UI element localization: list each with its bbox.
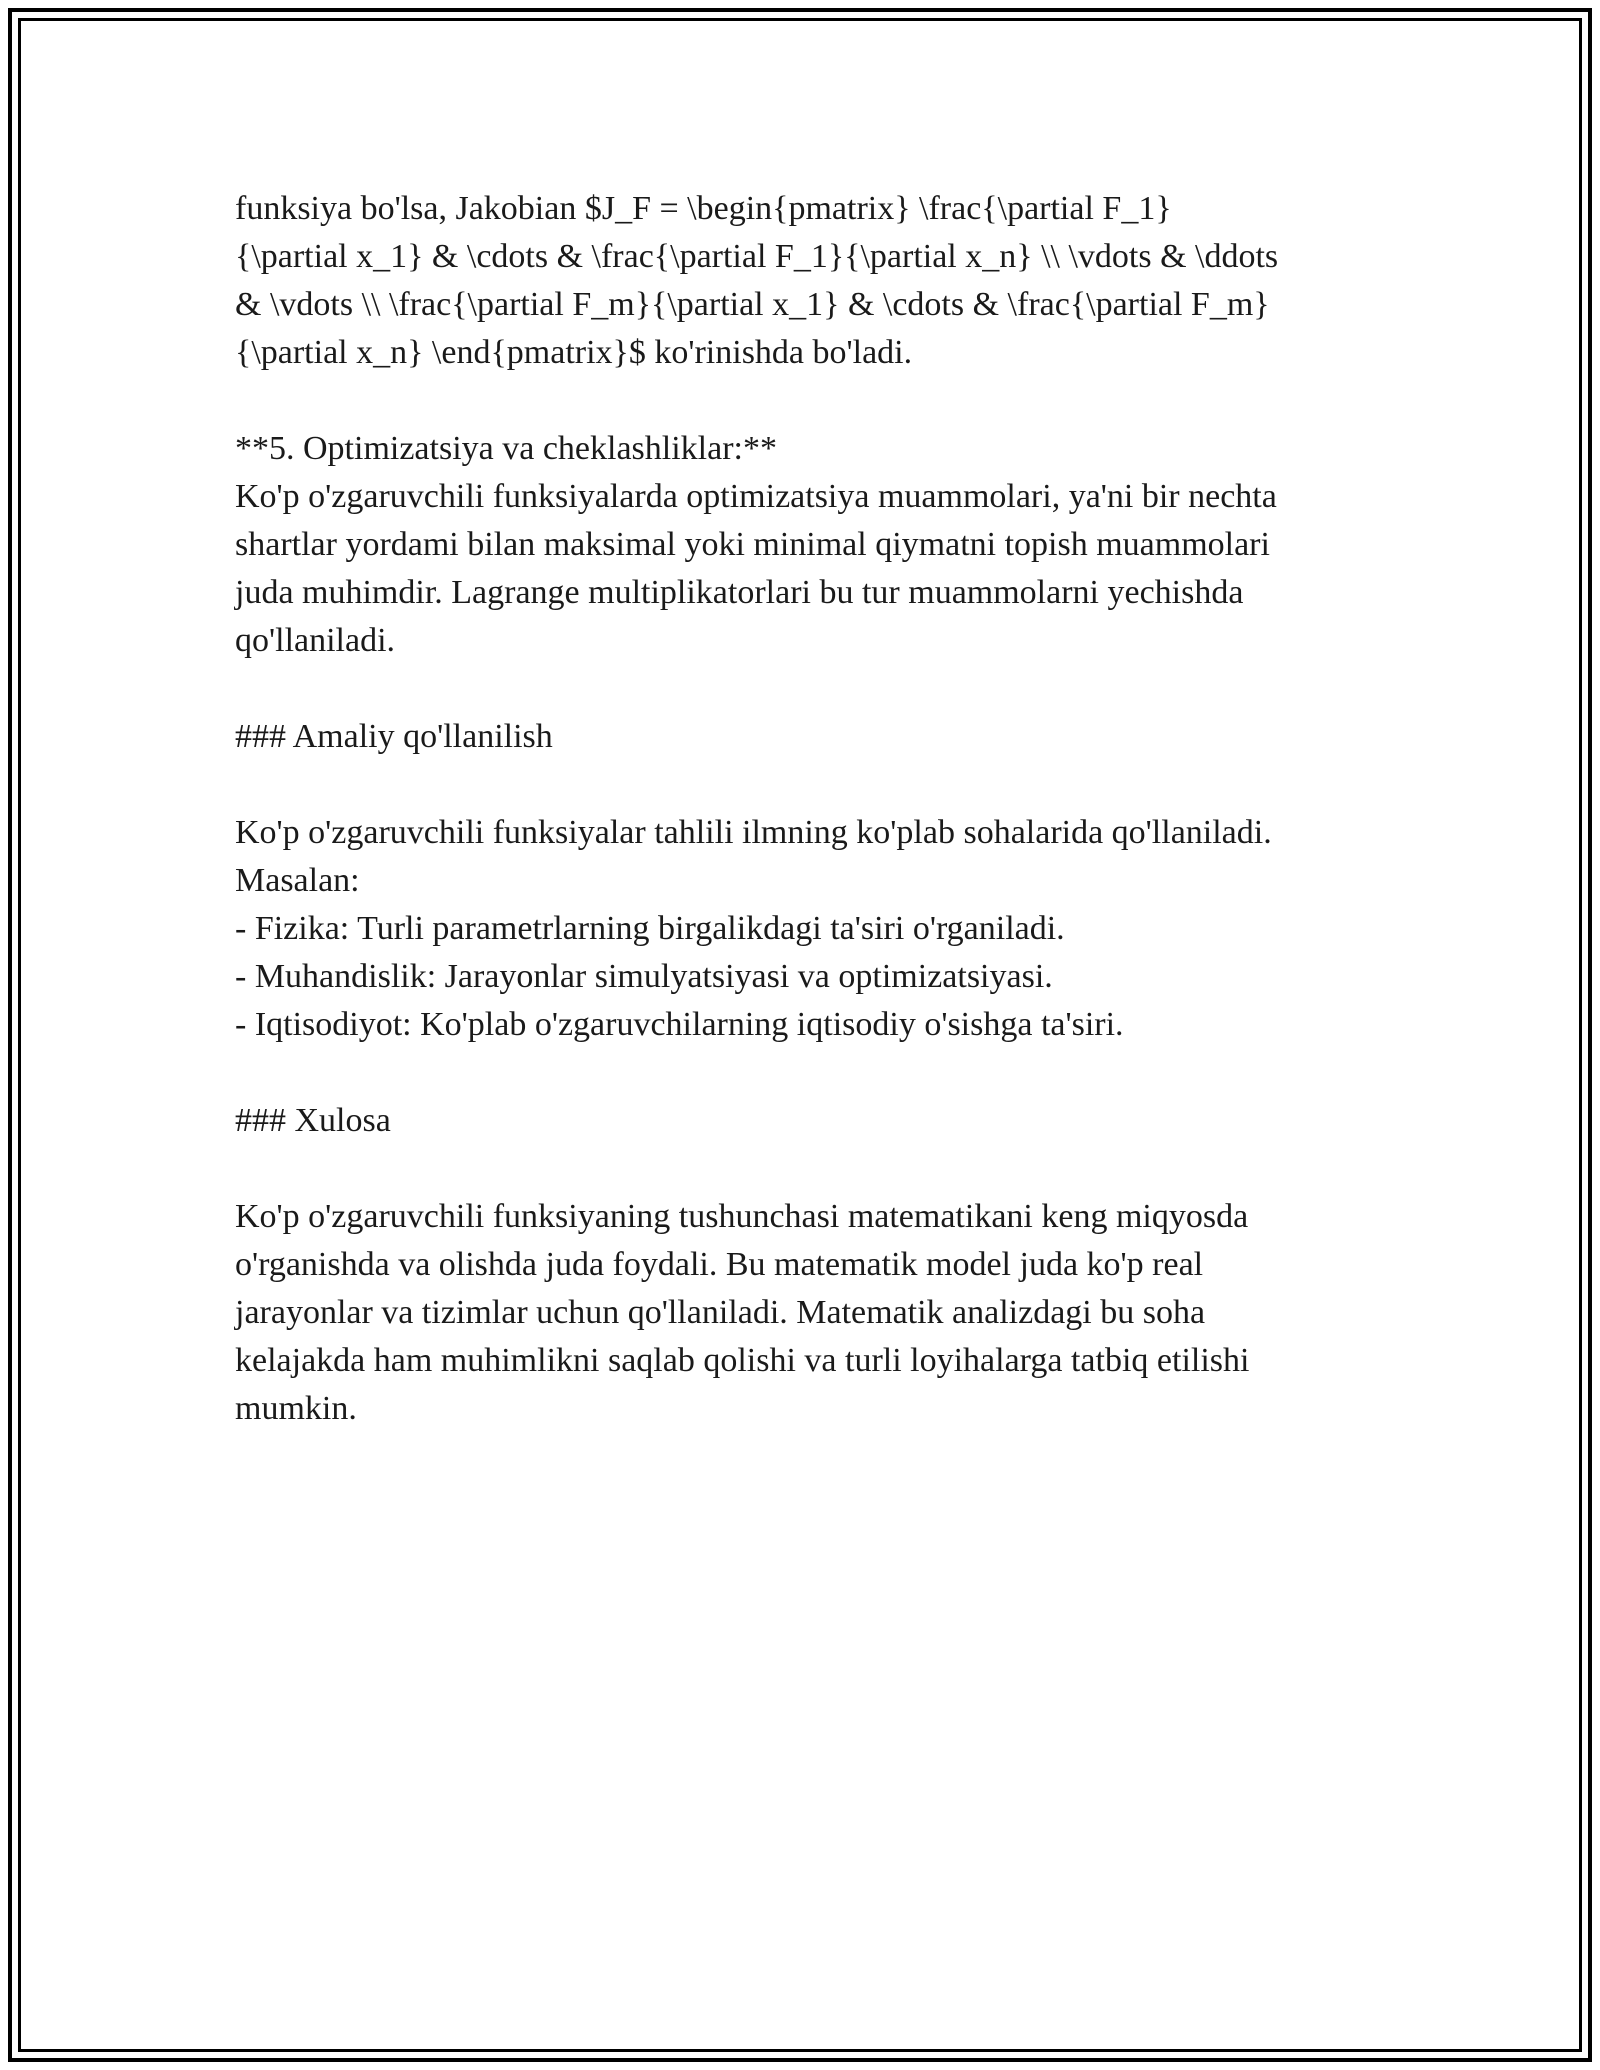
conclusion-line-3: jarayonlar va tizimlar uchun qo'llaniladi. Matematik analizdagi bu soha	[235, 1294, 1206, 1331]
paragraph-gap	[235, 665, 1385, 713]
list-item-economics: - Iqtisodiyot: Ko'plab o'zgaruvchilarning iqtisodiy o'sishga ta'siri.	[235, 1006, 1124, 1043]
list-item-engineering: - Muhandislik: Jarayonlar simulyatsiyasi va optimizatsiyasi.	[235, 958, 1053, 995]
optimization-line-2: shartlar yordami bilan maksimal yoki minimal qiymatni topish muammolari	[235, 526, 1270, 563]
paragraph-gap	[235, 761, 1385, 809]
list-item-physics: - Fizika: Turli parametrlarning birgalikdagi ta'siri o'rganiladi.	[235, 910, 1065, 947]
conclusion-line-5: mumkin.	[235, 1390, 357, 1427]
conclusion-line-4: kelajakda ham muhimlikni saqlab qolishi va turli loyihalarga tatbiq etilishi	[235, 1342, 1250, 1379]
application-line-1: Ko'p o'zgaruvchili funksiyalar tahlili ilmning ko'plab sohalarida qo'llaniladi.	[235, 814, 1272, 851]
jacobian-line-3: & \vdots \\ \frac{\partial F_m}{\partial x_1} & \cdots & \frac{\partial F_m}	[235, 286, 1270, 323]
application-line-2: Masalan:	[235, 862, 360, 899]
section-heading-optimization: **5. Optimizatsiya va cheklashliklar:**	[235, 430, 777, 467]
heading-conclusion: ### Xulosa	[235, 1102, 391, 1139]
jacobian-line-1: funksiya bo'lsa, Jakobian $J_F = \begin{pmatrix} \frac{\partial F_1}	[235, 190, 1172, 227]
document-body	[235, 185, 1385, 1433]
heading-practical-application: ### Amaliy qo'llanilish	[235, 718, 553, 755]
optimization-line-1: Ko'p o'zgaruvchili funksiyalarda optimizatsiya muammolari, ya'ni bir nechta	[235, 478, 1277, 515]
paragraph-gap	[235, 1145, 1385, 1193]
jacobian-line-2: {\partial x_1} & \cdots & \frac{\partial F_1}{\partial x_n} \\ \vdots & \ddots	[235, 238, 1279, 275]
optimization-line-4: qo'llaniladi.	[235, 622, 396, 659]
conclusion-line-2: o'rganishda va olishda juda foydali. Bu matematik model juda ko'p real	[235, 1246, 1204, 1283]
jacobian-line-4: {\partial x_n} \end{pmatrix}$ ko'rinishda bo'ladi.	[235, 334, 913, 371]
paragraph-gap	[235, 1049, 1385, 1097]
optimization-line-3: juda muhimdir. Lagrange multiplikatorlari bu tur muammolarni yechishda	[235, 574, 1244, 611]
paragraph-gap	[235, 377, 1385, 425]
conclusion-line-1: Ko'p o'zgaruvchili funksiyaning tushunchasi matematikani keng miqyosda	[235, 1198, 1249, 1235]
